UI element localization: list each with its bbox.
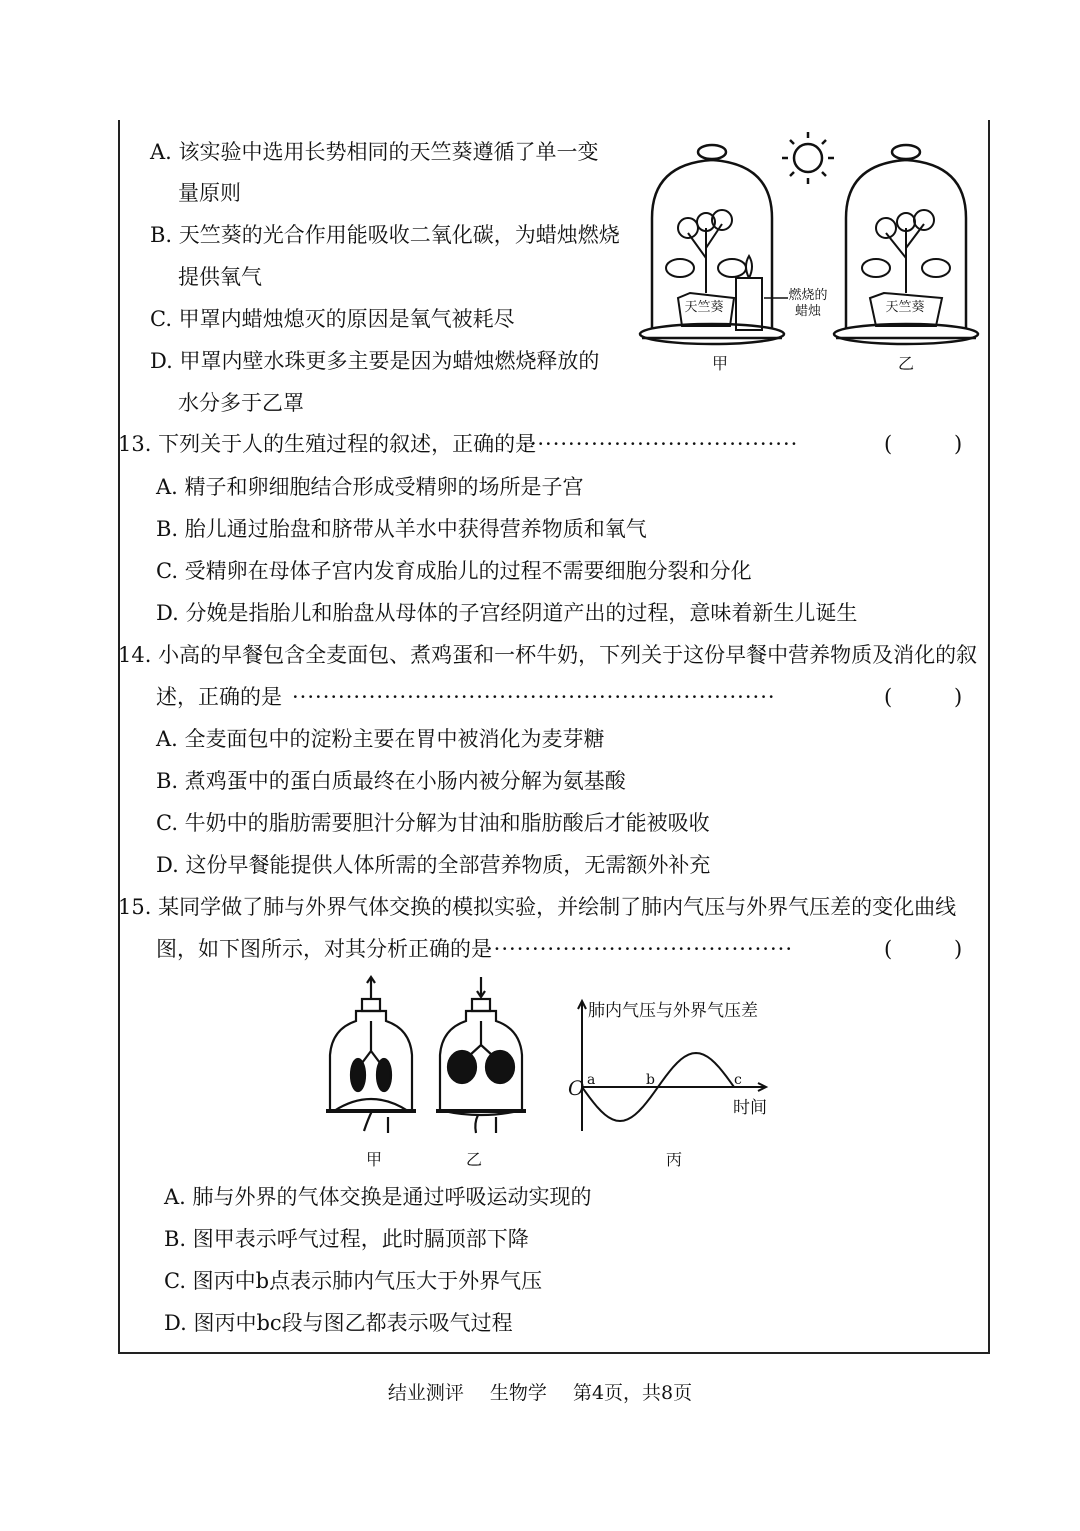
sun-icon: [782, 132, 834, 184]
figure-label-jia: 甲: [712, 354, 729, 373]
q14-stem-line2: 述，正确的是: [156, 685, 282, 709]
q13-option-b: B. 胎儿通过胎盘和脐带从羊水中获得营养物质和氧气: [156, 517, 647, 541]
q12-option-d-line2: 水分多于乙罩: [178, 391, 304, 415]
pot-label-jia: 天竺葵: [684, 300, 724, 315]
footer-subject: 生物学: [489, 1382, 547, 1404]
q14-bracket-close: ): [954, 685, 963, 709]
q14-bracket-open: (: [884, 685, 893, 709]
q14-leader-dots: ·······························································: [292, 685, 776, 709]
candle-label-line2: 蜡烛: [794, 304, 821, 319]
chart-point-c: c: [734, 1072, 742, 1088]
q12-option-b-line2: 提供氧气: [178, 265, 262, 289]
page-footer: [0, 1378, 1080, 1405]
q12-option-c: C. 甲罩内蜡烛熄灭的原因是氧气被耗尽: [150, 307, 515, 331]
candle: [736, 256, 762, 330]
lung-model-yi: [436, 977, 526, 1133]
q13-bracket-close: ): [954, 432, 963, 456]
q15-stem-line2: 图，如下图所示，对其分析正确的是: [156, 937, 492, 961]
q12-option-a-line2: 量原则: [178, 181, 241, 205]
q15-leader-dots: ········································: [486, 937, 794, 961]
chart-xlabel: 时间: [733, 1098, 767, 1118]
q15-option-b: B. 图甲表示呼气过程，此时膈顶部下降: [164, 1227, 529, 1251]
q14-option-c: C. 牛奶中的脂肪需要胆汁分解为甘油和脂肪酸后才能被吸收: [156, 811, 710, 835]
q13-stem: 13. 下列关于人的生殖过程的叙述，正确的是: [118, 432, 537, 456]
q14-option-d: D. 这份早餐能提供人体所需的全部营养物质，无需额外补充: [156, 853, 711, 877]
q13-option-c: C. 受精卵在母体子宫内发育成胎儿的过程不需要细胞分裂和分化: [156, 559, 752, 583]
chart-point-a: a: [587, 1072, 596, 1088]
q13-leader-dots: ····································: [522, 432, 799, 456]
q15-bracket-open: (: [884, 937, 893, 961]
chart-point-b: b: [646, 1072, 655, 1088]
q15-bracket-close: ): [954, 937, 963, 961]
q13-option-a: A. 精子和卵细胞结合形成受精卵的场所是子宫: [156, 475, 584, 499]
q12-option-b-line1: B. 天竺葵的光合作用能吸收二氧化碳，为蜡烛燃烧: [150, 223, 620, 247]
q12-option-a-line1: A. 该实验中选用长势相同的天竺葵遵循了单一变: [150, 140, 599, 164]
lung-model-jia: [326, 977, 416, 1133]
q15-stem-line1: 15. 某同学做了肺与外界气体交换的模拟实验，并绘制了肺内气压与外界气压差的变化曲线: [118, 895, 957, 919]
figure-label-yi: 乙: [898, 354, 915, 373]
pot-label-yi: 天竺葵: [885, 300, 925, 315]
q13-bracket-open: (: [884, 432, 893, 456]
q15-option-a: A. 肺与外界的气体交换是通过呼吸运动实现的: [164, 1185, 592, 1209]
q14-option-a: A. 全麦面包中的淀粉主要在胃中被消化为麦芽糖: [156, 727, 605, 751]
lung-model-figure: [324, 975, 544, 1135]
chart-ylabel: 肺内气压与外界气压差: [588, 1001, 758, 1021]
bell-jar-figure: [630, 128, 990, 378]
footer-exam: 结业测评: [387, 1382, 464, 1404]
q15-option-d: D. 图丙中bc段与图乙都表示吸气过程: [164, 1311, 513, 1335]
q14-option-b: B. 煮鸡蛋中的蛋白质最终在小肠内被分解为氨基酸: [156, 769, 626, 793]
model-label-jia: 甲: [366, 1150, 383, 1169]
q15-option-c: C. 图丙中b点表示肺内气压大于外界气压: [164, 1269, 543, 1293]
candle-label-line1: 燃烧的: [788, 288, 828, 303]
chart-label-bing: 丙: [666, 1150, 683, 1169]
footer-page: 第4页，共8页: [572, 1382, 693, 1404]
model-label-yi: 乙: [466, 1150, 483, 1169]
q12-option-d-line1: D. 甲罩内壁水珠更多主要是因为蜡烛燃烧释放的: [150, 349, 600, 373]
q14-stem-line1: 14. 小高的早餐包含全麦面包、煮鸡蛋和一杯牛奶，下列关于这份早餐中营养物质及消化的叙: [118, 643, 978, 667]
q13-option-d: D. 分娩是指胎儿和胎盘从母体的子宫经阴道产出的过程，意味着新生儿诞生: [156, 601, 858, 625]
chart-origin: O: [568, 1076, 585, 1100]
